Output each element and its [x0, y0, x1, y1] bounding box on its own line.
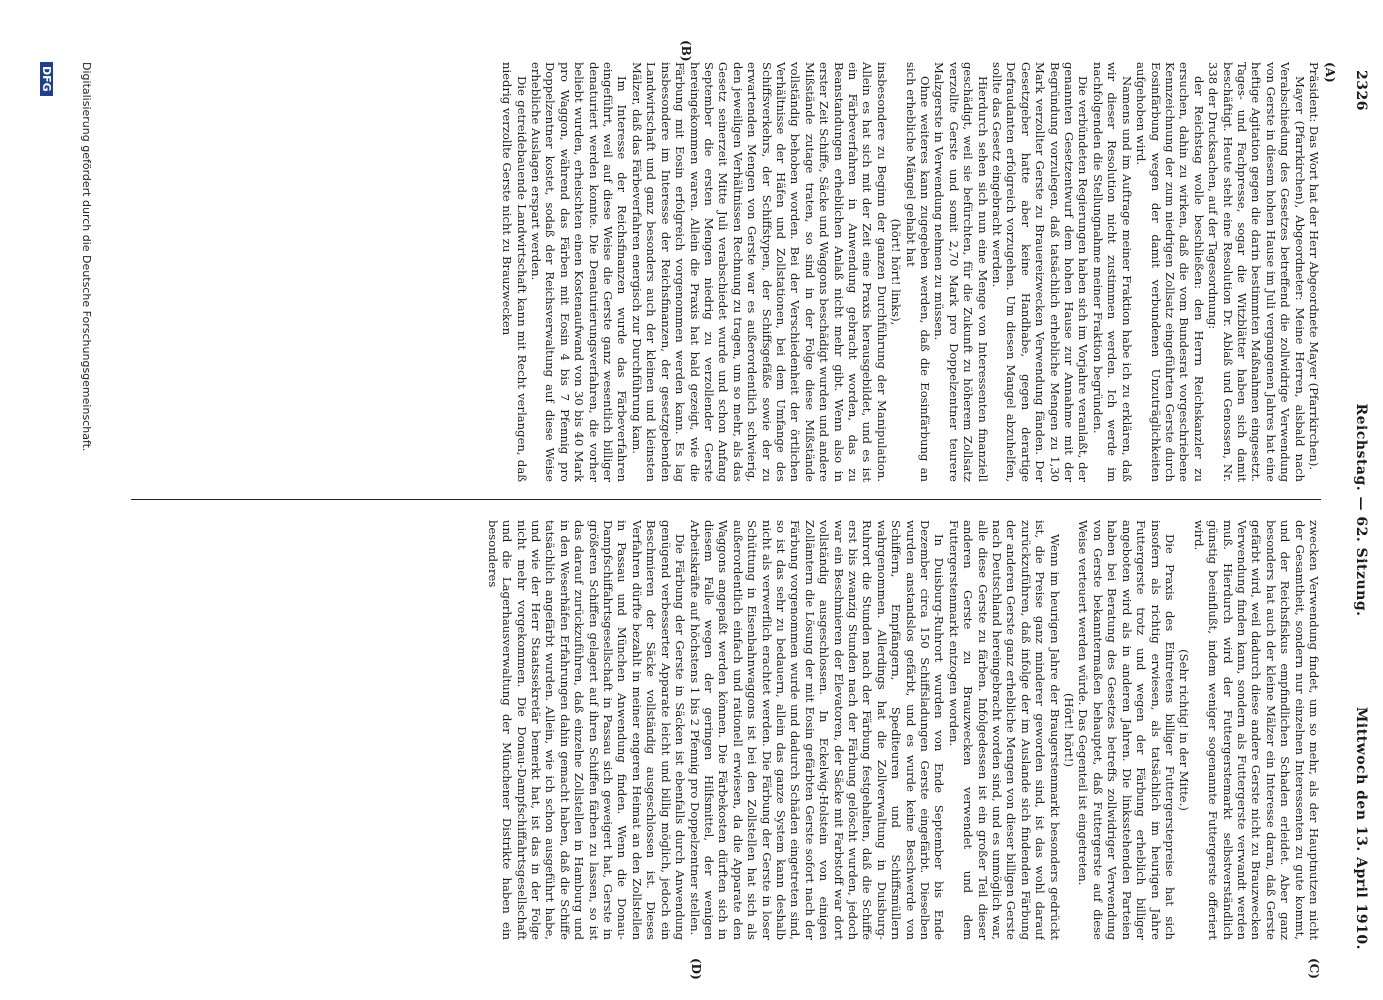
session-date: Mittwoch den 13. April 1910.: [1353, 706, 1369, 950]
paragraph: Die Praxis des Eintretens billiger Futtergerstepreise hat sich insofern als richtig erwiesen, als tatsächlich im heurigen Jahre Futtergerste trotz und wegen der Färbung erheblich billiger angeboten wird als in anderen Jahren. Die linksstehenden Parteien haben bei Beratung des Gesetzes betreffs zollwidriger Verwendung von Gerste bekanntermaßen behauptet, daß Futtergerste auf diese Weise verteuert werden würde. Das Gegenteil ist eingetreten.: [1076, 520, 1177, 940]
margin-marker-a: (A): [1323, 62, 1337, 83]
paragraph: Hierdurch sehen sich nun eine Menge von Interessenten finanziell geschädigt, weil sie befürchten, für die Zukunft zu höherem Zollsatz verzollte Gerste und somit 2,70 Mark pro Doppelzentner teurere Malzgerste in Verwendung nehmen zu müssen.: [932, 62, 990, 482]
paragraph: Im Interesse der Reichsfinanzen wurde das Färbeverfahren eingeführt, weil auf diese Weise die Gerste ganz wesentlich billiger denaturiert werden konnte. Die Denaturierungsverfahren, die vorher beliebt wurden, erheischten einen Kostenaufwand von 30 bis 40 Mark pro Waggon, während das Färben mit Eosin 4 bis 7 Pfennig pro Doppelzentner kostet, sodaß der Reichsverwaltung auf diese Weise erhebliche Auslagen erspart werden.: [529, 62, 630, 482]
paragraph: Die verbündeten Regierungen haben sich im Vorjahre veranlaßt, der genannten Gesetzentwurf dem hohen Hause zur Annahme mit der Begründung vorzulegen, daß tatsächlich erhebliche Mengen zu 1,30 Mark verzollter Gerste zu Brauereizwecken Verwendung fänden. Der Gesetzgeber hatte aber keine Handhabe, gegen derartige Defraudanten erfolgreich vorzugehen. Um diesen Mangel abzuhelfen, sollte das Gesetz eingebracht werden.: [990, 62, 1091, 482]
paragraph: insbesondere zu Beginn der ganzen Durchführung der Manipulation. Allein es hat sich mit der Zeit eine Praxis herausgebildet, und es ist ein Färbeverfahren in Anwendung gebracht worden, das zu Beanstandungen erheblichen Anlaß nicht mehr gibt. Wenn also in erster Zeit Schiffe, Säcke und Waggons beschädigt wurden und andere Mißstände zutage traten, so sind in der Folge diese Mißstände vollständig behoben worden. Bei der Verschiedenheit der örtlichen Verhältnisse der Häfen und Zollstationen, bei dem Umfange des Schiffsverkehrs, der Schiffstypen, der Schiffsgefäße sowie der zu erwartenden Mengen von Gerste war es außerordentlich schwierig, den jeweiligen Verhältnissen Rechnung zu tragen, um so mehr, als das Gesetz seinerzeit Mitte Juli verabschiedet wurde und schon Anfang September die ersten Mengen niedrig zu verzollender Gerste hereingekommen waren. Allein die Praxis hat bald gezeigt, wie die Färbung mit Eosin erfolgreich vorgenommen werden kann. Es lag insbesondere im Interesse der Reichsfinanzen, der gesetzgebenden Landwirtschaft und ganz besonders auch der kleinen und kleinsten Mälzer, daß das Färbeverfahren energisch zur Durchführung kam.: [629, 62, 889, 482]
paragraph: Präsident: Das Wort hat der Herr Abgeordnete Mayer (Pfarrkirchen).: [1307, 62, 1321, 471]
page-header: [1345, 70, 1369, 950]
paragraph: Mayer (Pfarrkirchen), Abgeordneter: Meine Herren, alsbald nach Verabschiedung des Gesetzes betreffend die zollwidrige Verwendung von Gerste in diesem hohen Hause im Juli vergangenen Jahres hat eine heftige Agitation gegen die darin bestimmten Maßnahmen eingesetzt. Tages- und Fachpresse, sogar die Witzblätter haben sich damit beschäftigt. Heute steht eine Resolution Dr. Ablaß und Genossen, Nr. 338 der Drucksachen, auf der Tagesordnung:: [1206, 62, 1307, 482]
digitization-credit: Digitalisierung gefördert durch die Deutsche Forschungsgemeinschaft.: [80, 62, 93, 452]
left-text-column: [131, 62, 1321, 482]
dfg-logo: DFG: [37, 62, 53, 182]
paragraph: (hört! hört! links),: [889, 218, 904, 326]
paragraph: der Reichstag wolle beschließen: den Herrn Reichskanzler zu ersuchen, dahin zu wirken, daß die vom Bundesrat vorgeschriebene Kennzeichnung der zum niedrigen Zollsatz eingeführten Gerste durch Eosinfärbung wegen der damit verbundenen Unzuträglichkeiten aufgehoben wird.: [1134, 62, 1206, 482]
right-text-column: [131, 520, 1321, 940]
paragraph: zwecken Verwendung findet, um so mehr, als der Hauptnutzen nicht der Gesamtheit, sondern nur einzelnen Interessenten zu gute kommt, und der Reichsfiskus empfindlichen Schaden erleidet. Aber ganz besonders hat auch der kleine Mälzer ein Interesse daran, daß Gerste gefärbt wird, weil dadurch diese andere Gerste nicht zu Brauzwecken Verwendung finden kann, sondern als Futtergerste verwandt werden muß. Hierdurch wird der Futtergerstemarkt selbstverständlich günstig beeinflußt, indem weniger sogenannte Futtergerste offeriert wird.: [1191, 520, 1321, 940]
paragraph: Wenn im heurigen Jahre der Braugerstenmarkt besonders gedrückt ist, die Preise ganz minderer geworden sind, ist das wohl darauf zurückzuführen, daß infolge der im Auslande sich findenden Färbung der anderen Gerste ganz erhebliche Mengen von dieser billigen Gerste nach Deutschland hereingebracht worden sind, und es unmöglich war, alle diese Gerste zu färben. Infolgedessen ist ein großer Teil dieser anderen Gerste zu Brauzwecken verwendet und dem Futtergerstenmarkt entzogen worden.: [946, 520, 1062, 940]
paragraph: (Hört! hört!): [1062, 693, 1077, 767]
margin-marker-b: (B): [679, 40, 693, 62]
page-title: Reichstag. — 62. Sitzung.: [1353, 403, 1369, 617]
paragraph: In Duisburg-Ruhrort wurden von Ende September bis Ende Dezember circa 150 Schiffsladungen Gerste eingefärbt. Dieselben wurden anstandslos gefärbt, und es wurde keine Beschwerde von Schiffern, Empfängern, Spediteuren und Schiffsmüllern wahrgenommen. Allerdings hat die Zollverwaltung in Duisburg-Ruhrort die Stunden nach der Färbung festgehalten, daß die Schiffe erst bis zwanzig Stunden nach der Färbung gelöscht wurden, jedoch war ein Beschmieren der Elevatoren, der Säcke mit Farbstoff war dort vollständig ausgeschlossen. In Eckelwig-Holstein von einigen Zollämtern die Lösung der mit Eosin gefärbten Gerste sofort nach der Färbung vorgenommen wurde und dadurch Schäden eingetreten sind, so ist das sehr zu bedauern, allein das ganze System kann deshalb nicht als verwerflich erachtet werden. Die Färbung der Gerste in loser Schüttung in Eisenbahnwaggons ist bei den Zollstellen hat sich als außerordentlich einfach und rationell erwiesen, da die Apparate den Waggons angepaßt werden können. Die Färbekosten dürften sich in diesem Falle wegen der geringen Hilfsmittel, der wenigen Arbeitskräfte auf höchstens 1 bis 2 Pfennig pro Doppelzentner stellen.: [687, 520, 947, 940]
paragraph: (Sehr richtig! in der Mitte.): [1177, 649, 1192, 811]
column-divider: [131, 499, 1321, 500]
margin-marker-c: (C): [1307, 958, 1321, 979]
paragraph: Die Färbung der Gerste in Säcken ist ebenfalls durch Anwendung genügend verbesserter Apparate leicht und billig möglich, jedoch ein Beschmieren der Säcke vollständig ausgeschlossen ist. Dieses Verfahren dürfte bezahlt in meiner engeren Heimat an den Zollstellen in Passau und München Anwendung finden. Wenn die Donau-Dampfschiffahrtsgesellschaft in Passau sich geweigert hat, Gerste in größeren Schiffen gelagert auf ihren Schiffen färben zu lassen, so ist das darauf zurückzuführen, daß einzelne Zollstellen in Hamburg und in den Weserhäfen Erfahrungen dahin gemacht haben, daß die Schiffe tatsächlich angefärbt wurden. Allein, wie ich schon ausgeführt habe, und wie der Herr Staatssekretär bemerkt hat, ist das in der Folge nicht mehr vorgekommen. Die Donau-Dampfschiffahrtsgesellschaft und die Lagerhausverwaltung der Münchener Distrikte haben ein besonderes: [485, 520, 688, 940]
paragraph: Die getreidebauende Landwirtschaft kann mit Recht verlangen, daß niedrig verzollte Gerste nicht zu Brauzwecken: [500, 62, 529, 482]
paragraph: Ohne weiteres kann zugegeben werden, daß die Eosinfärbung an sich erhebliche Mängel gehabt hat: [903, 62, 933, 482]
page-number: 2326: [1353, 70, 1369, 111]
paragraph: Namens und im Auftrage meiner Fraktion habe ich zu erklären, daß wir dieser Resolution nicht zustimmen werden. Ich werde im nachfolgenden die Stellungnahme meiner Fraktion begründen.: [1090, 62, 1134, 482]
margin-marker-d: (D): [689, 958, 703, 980]
